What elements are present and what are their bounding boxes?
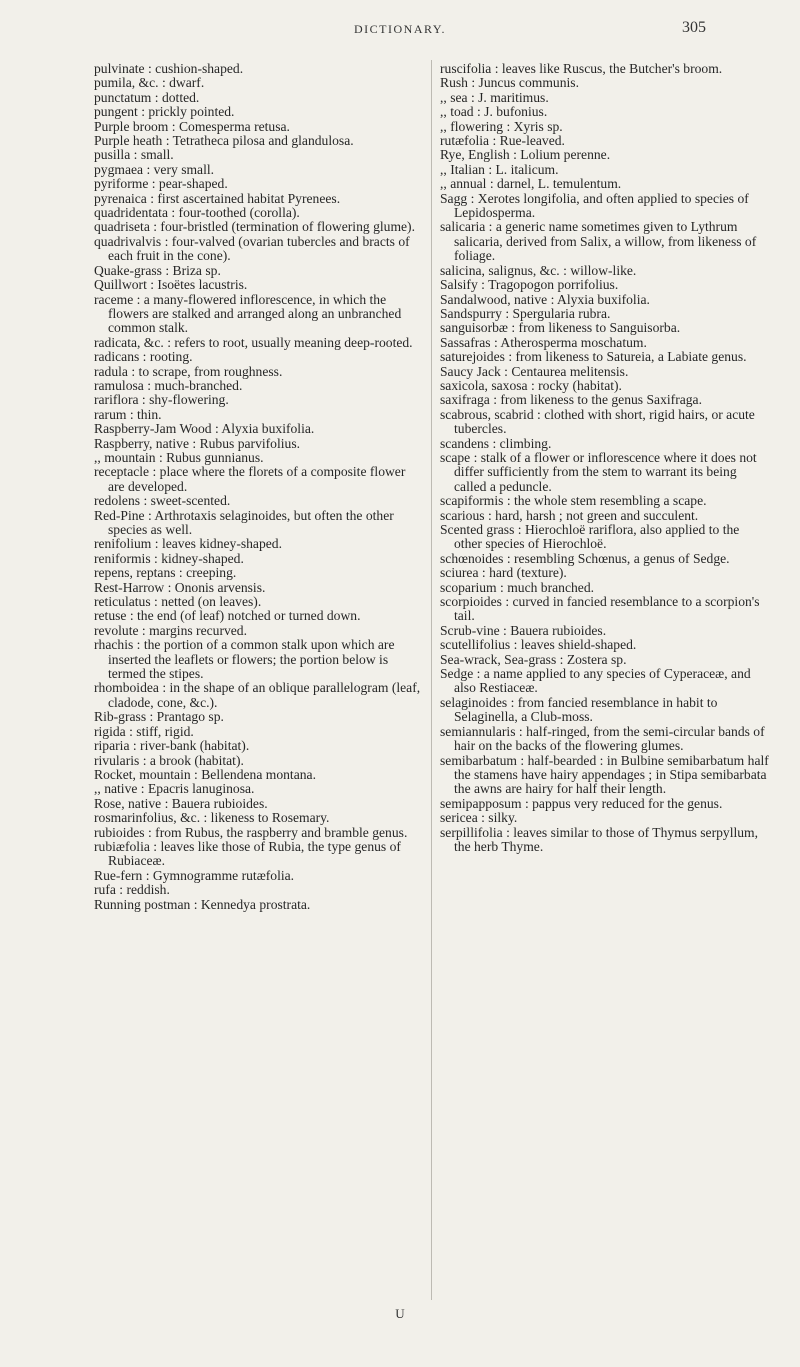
dictionary-entry: Raspberry-Jam Wood : Alyxia buxifolia. <box>94 421 315 437</box>
dictionary-entry: semibarbatum : half-bearded : in Bulbine semibarbatum half the stamens have hairy appendages ; in Stipa semibarbata the awns are hairy for half their length. <box>440 752 769 797</box>
dictionary-entry: raceme : a many-flowered inflorescence, in which the flowers are stalked and arranged along an unbranched common stalk. <box>94 291 402 336</box>
dictionary-entry: repens, reptans : creeping. <box>94 565 237 581</box>
dictionary-entry: rarum : thin. <box>94 406 162 422</box>
dictionary-entry: Purple heath : Tetratheca pilosa and glandulosa. <box>94 133 354 149</box>
dictionary-entry: scabrous, scabrid : clothed with short, rigid hairs, or acute tubercles. <box>440 406 755 437</box>
dictionary-entry: selaginoides : from fancied resemblance in habit to Selaginella, a Club-moss. <box>440 694 718 725</box>
dictionary-entry: redolens : sweet-scented. <box>94 493 231 509</box>
dictionary-entry: Quake-grass : Briza sp. <box>94 262 221 278</box>
dictionary-entry: rutæfolia : Rue-leaved. <box>440 133 565 149</box>
dictionary-entry: rivularis : a brook (habitat). <box>94 752 244 768</box>
dictionary-entry: rhachis : the portion of a common stalk upon which are inserted the leaflets or flowers; the portion below is termed the stipes. <box>94 637 395 682</box>
dictionary-entry: Purple broom : Comesperma retusa. <box>94 118 290 134</box>
dictionary-entry: ,, mountain : Rubus gunnianus. <box>94 449 264 465</box>
page-header <box>0 19 800 42</box>
dictionary-entry: pumila, &c. : dwarf. <box>94 75 205 91</box>
dictionary-entry: scutellifolius : leaves shield-shaped. <box>440 637 637 653</box>
dictionary-entry: rhomboidea : in the shape of an oblique parallelogram (leaf, cladode, cone, &c.). <box>94 680 421 710</box>
dictionary-entry: scapiformis : the whole stem resembling a scape. <box>440 493 707 509</box>
dictionary-entry: pungent : prickly pointed. <box>94 104 235 120</box>
dictionary-entry: Sassafras : Atherosperma moschatum. <box>440 334 647 350</box>
dictionary-entry: Scented grass : Hierochloë rariflora, also applied to the other species of Hierochloë. <box>440 522 740 552</box>
dictionary-entry: scape : stalk of a flower or inflorescence where it does not differ sufficiently from the stem to warrant its being called a peduncle. <box>440 449 757 494</box>
dictionary-entry: quadrivalvis : four-valved (ovarian tubercles and bracts of each fruit in the cone). <box>94 233 410 264</box>
dictionary-entry: ,, native : Epacris lanuginosa. <box>94 781 255 797</box>
dictionary-entry: Saucy Jack : Centaurea melitensis. <box>440 363 629 379</box>
dictionary-entry: reticulatus : netted (on leaves). <box>94 594 262 610</box>
dictionary-entry: Raspberry, native : Rubus parvifolius. <box>94 435 301 451</box>
dictionary-entry: Rose, native : Bauera rubioides. <box>94 795 268 811</box>
dictionary-entry: revolute : margins recurved. <box>94 622 248 638</box>
dictionary-entry: ruscifolia : leaves like Ruscus, the Butcher's broom. <box>440 61 723 76</box>
dictionary-entry: scorpioides : curved in fancied resemblance to a scorpion's tail. <box>440 594 760 624</box>
dictionary-entry: saturejoides : from likeness to Satureia, a Labiate genus. <box>440 349 747 365</box>
dictionary-entry: Red-Pine : Arthrotaxis selaginoides, but often the other species as well. <box>94 507 394 537</box>
running-title: DICTIONARY. <box>354 22 446 36</box>
dictionary-entry: Rib-grass : Prantago sp. <box>94 709 224 725</box>
dictionary-entry: ramulosa : much-branched. <box>94 377 243 393</box>
dictionary-entry: pulvinate : cushion-shaped. <box>94 61 244 76</box>
dictionary-entry: Salsify : Tragopogon porrifolius. <box>440 277 619 293</box>
dictionary-entry: saxicola, saxosa : rocky (habitat). <box>440 377 622 393</box>
dictionary-entry: rubioides : from Rubus, the raspberry and bramble genus. <box>94 824 408 840</box>
left-column <box>94 62 422 912</box>
dictionary-entry: radicans : rooting. <box>94 349 193 365</box>
dictionary-entry: Sedge : a name applied to any species of Cyperaceæ, and also Restiaceæ. <box>440 666 751 696</box>
dictionary-entry: scarious : hard, harsh ; not green and succulent. <box>440 507 699 523</box>
dictionary-entry: receptacle : place where the florets of a composite flower are developed. <box>94 464 406 494</box>
dictionary-entry: Rush : Juncus communis. <box>440 75 579 91</box>
page-number: 305 <box>682 19 706 36</box>
dictionary-entry: schœnoides : resembling Schœnus, a genus of Sedge. <box>440 550 730 566</box>
dictionary-entry: scoparium : much branched. <box>440 579 595 595</box>
dictionary-entry: Rye, English : Lolium perenne. <box>440 147 611 163</box>
dictionary-entry: quadridentata : four-toothed (corolla). <box>94 205 300 221</box>
dictionary-entry: sanguisorbæ : from likeness to Sanguisorba. <box>440 320 681 336</box>
dictionary-entry: Sandalwood, native : Alyxia buxifolia. <box>440 291 650 307</box>
dictionary-entry: pygmaea : very small. <box>94 161 215 177</box>
dictionary-entry: pyriforme : pear-shaped. <box>94 176 228 192</box>
dictionary-entry: ,, Italian : L. italicum. <box>440 161 559 177</box>
dictionary-entry: Sandspurry : Spergularia rubra. <box>440 305 611 321</box>
dictionary-entry: Rest-Harrow : Ononis arvensis. <box>94 579 266 595</box>
right-column <box>440 62 770 854</box>
dictionary-entry: radula : to scrape, from roughness. <box>94 363 283 379</box>
dictionary-entry: sericea : silky. <box>440 810 518 826</box>
column-divider <box>431 60 432 1300</box>
dictionary-entry: Sagg : Xerotes longifolia, and often applied to species of Lepidosperma. <box>440 190 749 221</box>
dictionary-entry: pusilla : small. <box>94 147 174 163</box>
dictionary-entry: sciurea : hard (texture). <box>440 565 567 581</box>
dictionary-entry: punctatum : dotted. <box>94 89 200 105</box>
dictionary-entry: rariflora : shy-flowering. <box>94 392 229 408</box>
dictionary-entry: radicata, &c. : refers to root, usually meaning deep-rooted. <box>94 334 413 350</box>
dictionary-entry: ,, sea : J. maritimus. <box>440 89 549 105</box>
dictionary-entry: scandens : climbing. <box>440 435 552 451</box>
dictionary-entry: riparia : river-bank (habitat). <box>94 738 250 754</box>
dictionary-entry: semipapposum : pappus very reduced for the genus. <box>440 795 723 811</box>
dictionary-entry: Quillwort : Isoëtes lacustris. <box>94 277 248 293</box>
dictionary-entry: pyrenaica : first ascertained habitat Pyrenees. <box>94 190 341 206</box>
dictionary-entry: retuse : the end (of leaf) notched or turned down. <box>94 608 361 624</box>
dictionary-entry: ,, annual : darnel, L. temulentum. <box>440 176 622 192</box>
dictionary-entry: reniformis : kidney-shaped. <box>94 550 244 566</box>
dictionary-entry: ,, flowering : Xyris sp. <box>440 118 563 134</box>
dictionary-entry: quadriseta : four-bristled (termination of flowering glume). <box>94 219 415 235</box>
dictionary-entry: renifolium : leaves kidney-shaped. <box>94 536 282 552</box>
dictionary-entry: Scrub-vine : Bauera rubioides. <box>440 622 607 638</box>
dictionary-entry: semiannularis : half-ringed, from the semi-circular bands of hair on the backs of the flowering glumes. <box>440 723 765 754</box>
dictionary-entry: Running postman : Kennedya prostrata. <box>94 896 311 912</box>
dictionary-entry: rigida : stiff, rigid. <box>94 723 194 739</box>
dictionary-entry: rufa : reddish. <box>94 882 170 898</box>
dictionary-entry: Sea-wrack, Sea-grass : Zostera sp. <box>440 651 627 667</box>
dictionary-entry: saxifraga : from likeness to the genus Saxifraga. <box>440 392 702 408</box>
dictionary-entry: rosmarinfolius, &c. : likeness to Rosemary. <box>94 810 330 826</box>
dictionary-entry: salicina, salignus, &c. : willow-like. <box>440 262 637 278</box>
dictionary-entry: ,, toad : J. bufonius. <box>440 104 548 120</box>
dictionary-entry: salicaria : a generic name sometimes given to Lythrum salicaria, derived from Salix, a willow, from likeness of foliage. <box>440 219 757 264</box>
dictionary-entry: rubiæfolia : leaves like those of Rubia, the type genus of Rubiaceæ. <box>94 838 401 869</box>
signature-mark: U <box>395 1306 405 1321</box>
dictionary-entry: serpillifolia : leaves similar to those of Thymus serpyllum, the herb Thyme. <box>440 824 759 854</box>
dictionary-entry: Rue-fern : Gymnogramme rutæfolia. <box>94 867 295 883</box>
dictionary-entry: Rocket, mountain : Bellendena montana. <box>94 766 316 782</box>
